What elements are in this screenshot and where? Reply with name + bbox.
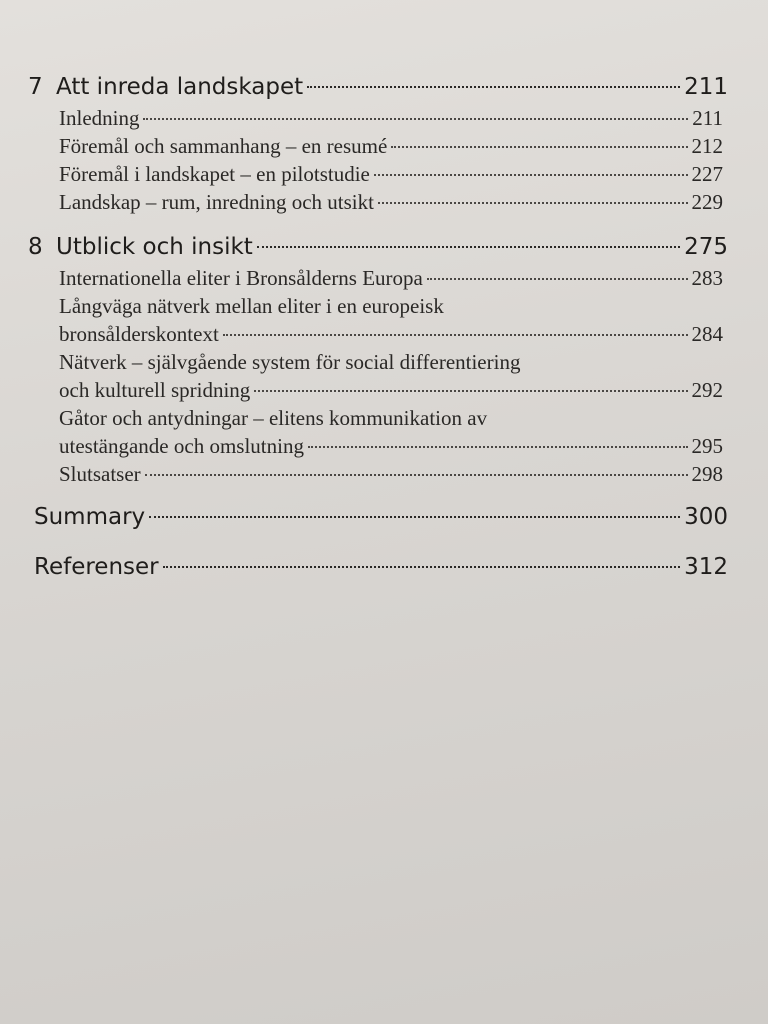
entry-page-number: 227 [691,162,723,186]
dot-leader [374,174,688,176]
entry-title: Inledning [59,106,140,130]
toc-entry [59,264,728,292]
toc-entry [59,404,728,460]
entry-title-line2: bronsålderskontext [59,322,219,346]
entry-page-number: 211 [692,106,723,130]
toc-entry [59,160,728,188]
dot-leader [254,390,687,392]
entry-title-line2: och kulturell spridning [59,378,251,402]
dot-leader [223,334,688,336]
summary-heading [34,500,728,534]
entry-page-number: 283 [691,266,723,290]
chapter-number: 8 [28,234,43,260]
chapter-number: 7 [28,74,43,100]
toc-entry [59,348,728,404]
entry-page-number: 212 [691,134,723,158]
dot-leader [257,246,680,248]
chapter-7-heading [28,70,728,104]
dot-leader [307,86,680,88]
references-heading [34,550,728,584]
entry-title-line1: Nätverk – självgående system för social differentiering [59,350,521,374]
chapter-page-number: 275 [684,234,728,260]
chapter-title: Utblick och insikt [56,234,253,260]
entry-title: Föremål och sammanhang – en resumé [59,134,388,158]
toc-entry [59,188,728,216]
chapter-title: Att inreda landskapet [56,74,304,100]
dot-leader [163,566,680,568]
entry-page-number: 298 [691,462,723,486]
toc-entry [59,292,728,348]
entry-page-number: 295 [691,434,723,458]
chapter-page-number: 211 [684,74,728,100]
dot-leader [378,202,688,204]
dot-leader [427,278,688,280]
entry-page-number: 229 [691,190,723,214]
dot-leader [308,446,688,448]
entry-title: Slutsatser [59,462,141,486]
entry-title-line1: Gåtor och antydningar – elitens kommunikation av [59,406,488,430]
dot-leader [143,118,688,120]
toc-entry [59,132,728,160]
entry-title: Föremål i landskapet – en pilotstudie [59,162,370,186]
dot-leader [145,474,688,476]
entry-page-number: 284 [691,322,723,346]
chapter-8-heading [28,230,728,264]
dot-leader [149,516,680,518]
toc-entry [59,104,728,132]
references-page-number: 312 [684,554,728,580]
toc-entry [59,460,728,488]
entry-title-line2: utestängande och omslutning [59,434,304,458]
summary-page-number: 300 [684,504,728,530]
entry-title-line1: Långväga nätverk mellan eliter i en europeisk [59,294,444,318]
table-of-contents [28,70,728,584]
entry-title: Landskap – rum, inredning och utsikt [59,190,374,214]
entry-page-number: 292 [691,378,723,402]
dot-leader [391,146,687,148]
references-title: Referenser [34,554,159,580]
entry-title: Internationella eliter i Bronsålderns Europa [59,266,423,290]
summary-title: Summary [34,504,146,530]
